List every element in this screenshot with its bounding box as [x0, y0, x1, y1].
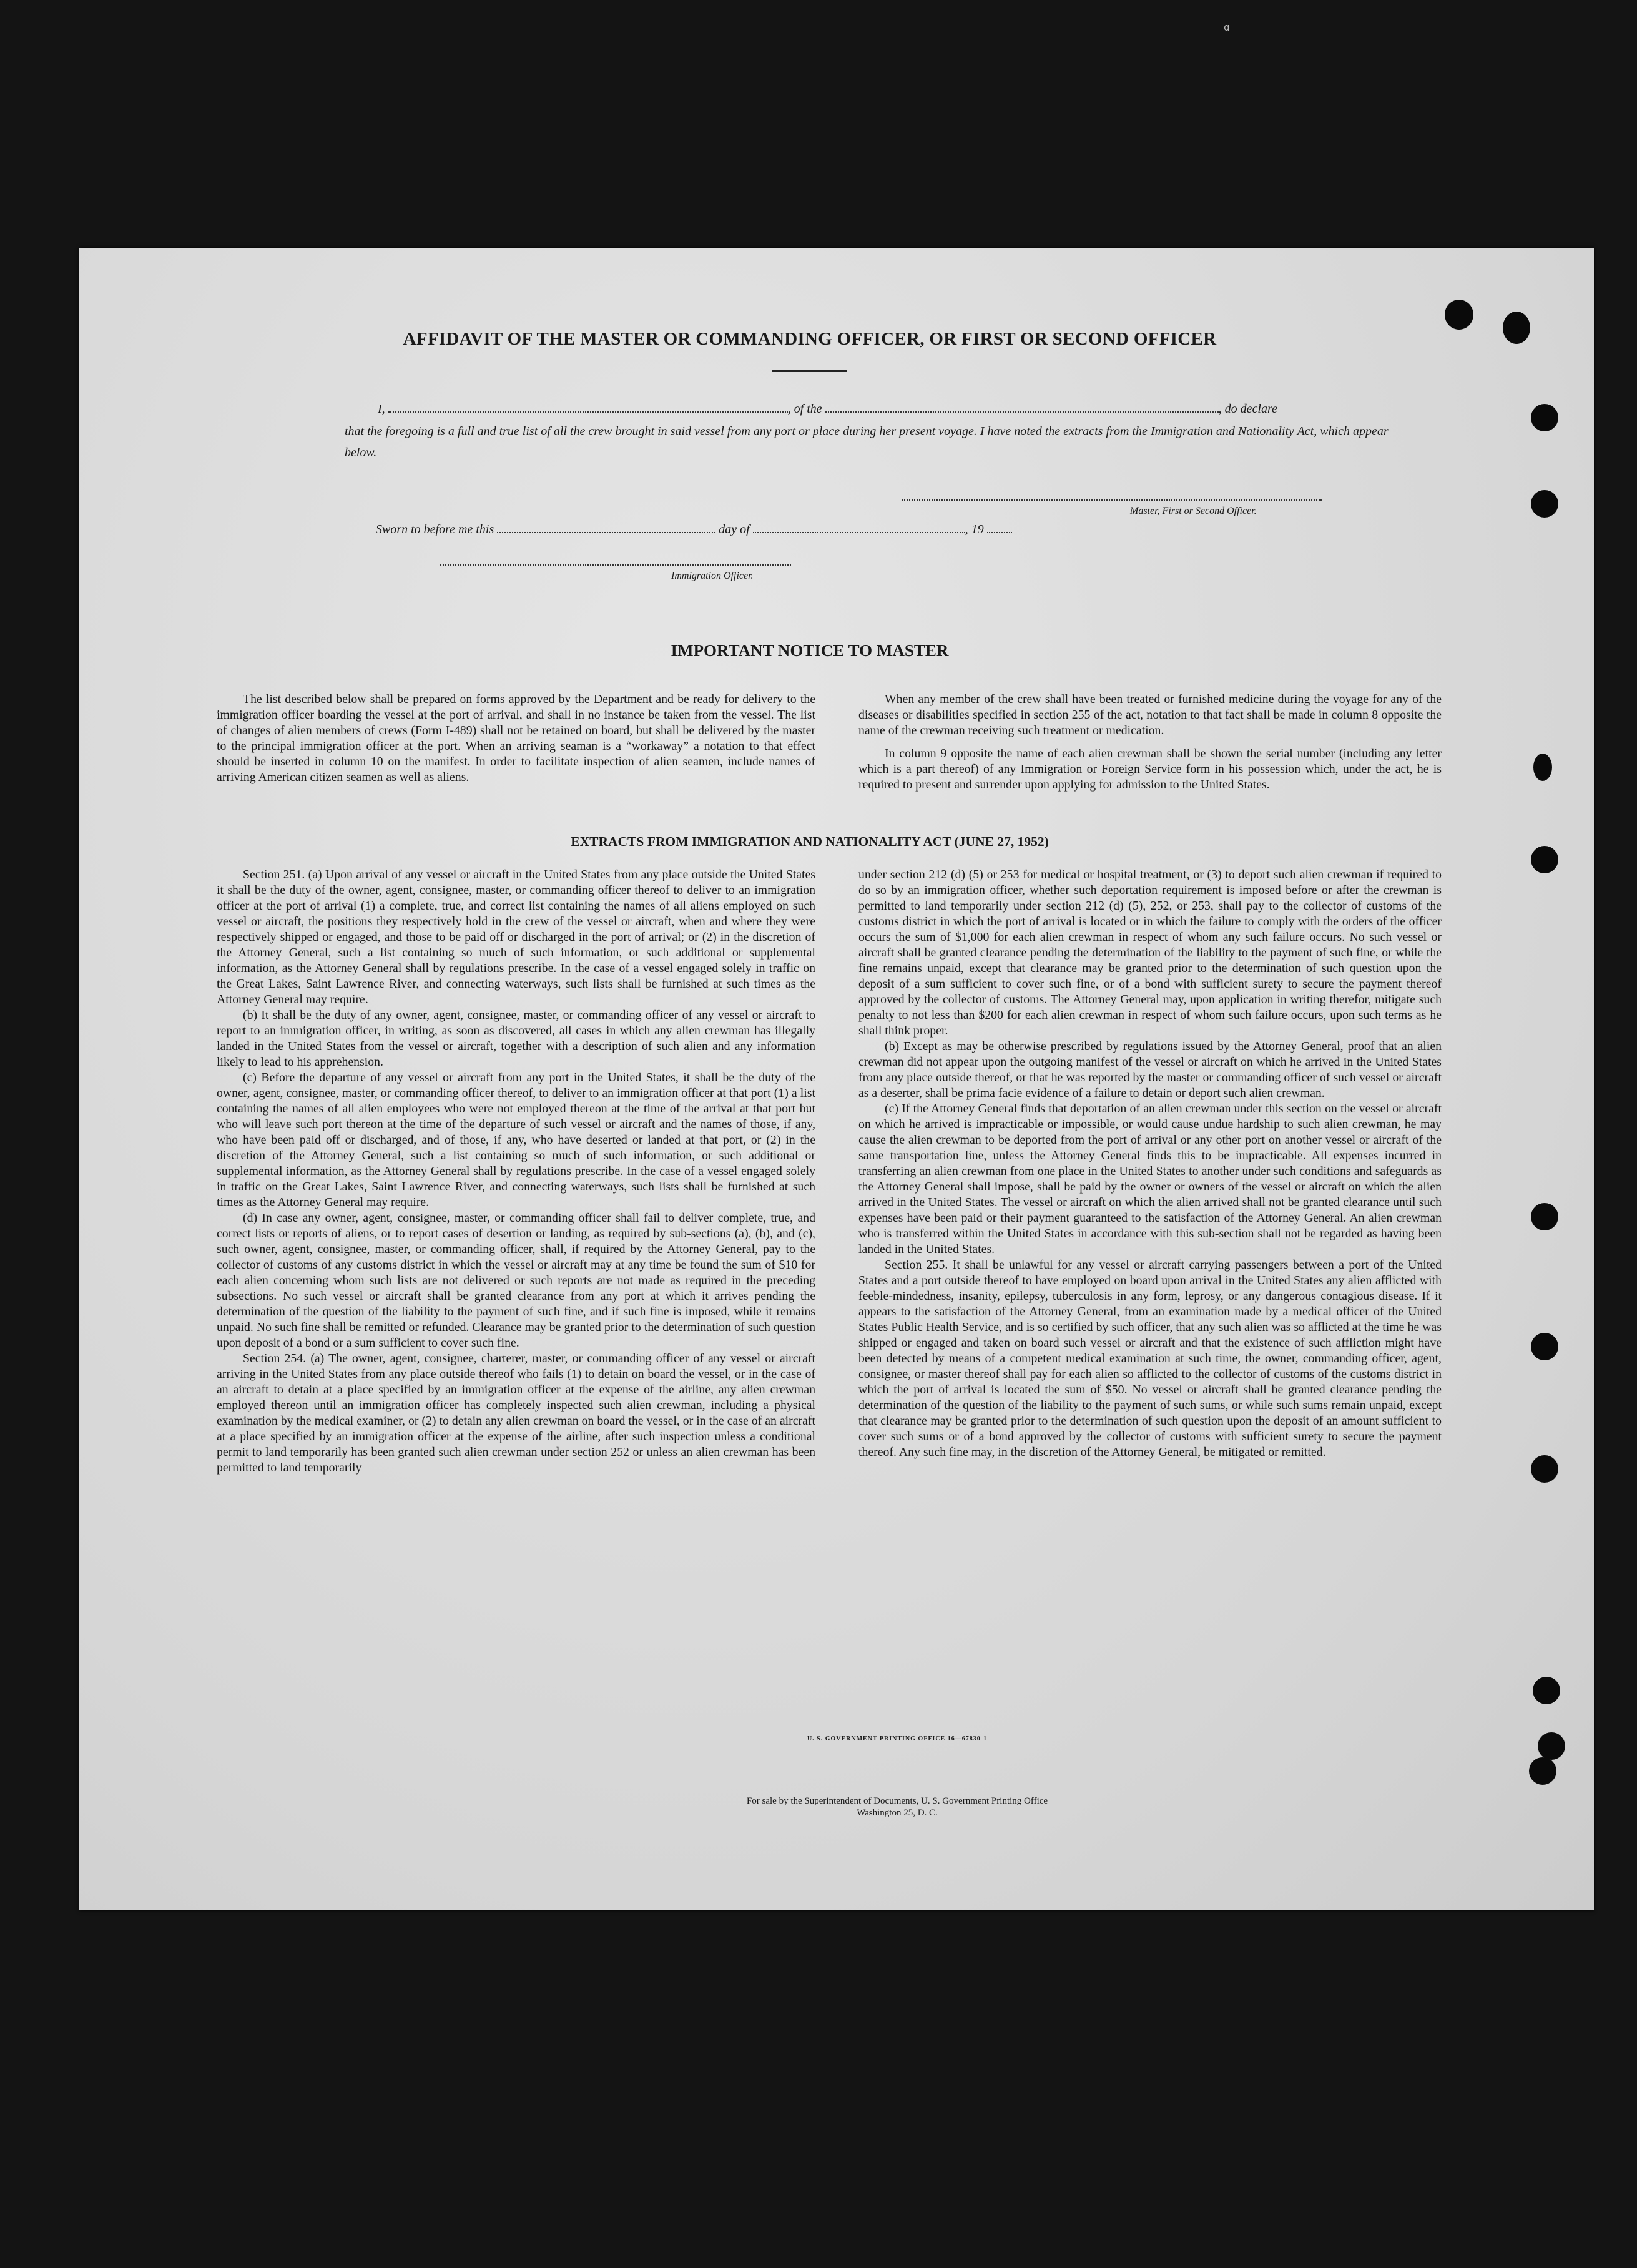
notice-title: IMPORTANT NOTICE TO MASTER: [671, 641, 949, 660]
punch-hole: [1538, 1732, 1565, 1760]
punch-hole: [1531, 1455, 1558, 1483]
punch-hole: [1533, 754, 1552, 781]
sale-line-2: Washington 25, D. C.: [857, 1808, 938, 1818]
vessel-field[interactable]: [825, 403, 1219, 413]
notice-right-column: [858, 692, 1442, 793]
form-page: [79, 248, 1594, 1910]
title-divider: [772, 370, 847, 372]
of-the-label: , of the: [787, 402, 822, 416]
extracts-title: EXTRACTS FROM IMMIGRATION AND NATIONALITY ACT (JUNE 27, 1952): [571, 834, 1049, 849]
year-label: , 19: [965, 523, 984, 536]
extract-paragraph: (c) If the Attorney General finds that deportation of an alien crewman under this section on the vessel or aircraft on which he arrived is impracticable or impossible, or would cause undue hardship to such alien crewman, he may cause the alien crewman to be deported from the port of arrival or any other port on another vessel or aircraft of the same transportation line, unless the Attorney General finds this to be impracticable. All expenses incurred in transferring an alien crewman from one place in the United States to another under such conditions and safeguards as the Attorney General shall impose, shall be paid by the owner or owners of the vessel or aircraft on which the alien arrived in the United States. The vessel or aircraft on which the alien arrived shall not be granted clearance until such expenses have been paid or their payment guaranteed to the satisfaction of the Attorney General. An alien crewman who is transferred within the United States in accordance with this sub-section shall not be regarded as having been landed in the United States.: [858, 1102, 1442, 1256]
extract-paragraph: Section 251. (a) Upon arrival of any vessel or aircraft in the United States from any place outside the United States it shall be the duty of the owner, agent, consignee, master, or commanding officer thereof to deliver to an immigration officer at the port of arrival (1) a complete, true, and correct list containing the names of all aliens employed on such vessel or aircraft, the positions they respectively hold in the crew of the vessel or aircraft, when and where they were respectively shipped or engaged, and those to be paid off or discharged in the port of arrival; or (2) in the discretion of the Attorney General, such a list containing so much of such information, or such additional or supplemental information, as the Attorney General shall by regulations prescribe. In the case of a vessel engaged solely in traffic on the Great Lakes, Saint Lawrence River, and connecting waterways, such lists shall be furnished at such times as the Attorney General may require.: [217, 868, 815, 1006]
punch-hole: [1531, 404, 1558, 431]
extract-paragraph: (b) Except as may be otherwise prescribed by regulations issued by the Attorney General, proof that an alien crewman did not appear upon the outgoing manifest of the vessel or aircraft on which he arrived in the United States from any place outside thereof, or that he was reported by the master or commanding officer of such vessel or aircraft as a deserter, shall be prima facie evidence of a failure to detain or deport such alien crewman.: [858, 1039, 1442, 1100]
notice-paragraph: In column 9 opposite the name of each alien crewman shall be shown the serial number (including any letter which is a part thereof) of any Immigration or Foreign Service form in his possession which, under the act, he is required to present and surrender upon applying for admission to the United States.: [858, 747, 1442, 792]
notice-left-column: [217, 692, 815, 785]
punch-hole: [1531, 846, 1558, 873]
sale-line-1: For sale by the Superintendent of Documents, U. S. Government Printing Office: [746, 1796, 1048, 1806]
i-label: I,: [378, 402, 385, 416]
extract-paragraph: under section 212 (d) (5) or 253 for medical or hospital treatment, or (3) to deport such alien crewman if required to do so by an immigration officer, whether such deportation requirement is imposed before or after the crewman is permitted to land temporarily under section 212 (d) (5), 252, or 253, shall pay to the collector of customs of the customs district in which the port of arrival is located or in which the failure to comply with the orders of the officer occurs the sum of $1,000 for each alien crewman in respect of whom any such failure occurs. No such vessel or aircraft shall be granted clearance pending the determination of the liability to the payment of such fine, or while the fine remains unpaid, except that clearance may be granted prior to the determination of such question upon the deposit of a sum sufficient to cover such fine, or of a bond with sufficient surety to secure the payment thereof approved by the collector of customs. The Attorney General may, upon application in writing therefor, mitigate such penalty to not less than $200 for each alien crewman in respect of whom such failure occurs, upon such terms as he shall think proper.: [858, 868, 1442, 1038]
punch-hole: [1533, 1677, 1560, 1704]
name-field[interactable]: [388, 403, 788, 413]
punch-hole: [1445, 300, 1473, 330]
printing-office-imprint: U. S. GOVERNMENT PRINTING OFFICE 16—67830-1: [807, 1735, 988, 1742]
extract-paragraph: Section 255. It shall be unlawful for any vessel or aircraft carrying passengers between a port of the United States and a port outside thereof to have employed on board upon arrival in the United States any alien afflicted with feeble-mindedness, insanity, epilepsy, tuberculosis in any form, leprosy, or any dangerous contagious disease. If it appears to the satisfaction of the Attorney General, from an examination made by a medical officer of the United States Public Health Service, and is so certified by such officer, that any such alien was so afflicted at the time he was shipped or engaged and taken on board such vessel or aircraft and that the existence of such affliction might have been detected by means of a competent medical examination at such time, the owner, commanding officer, agent, consignee, or master thereof shall pay for each alien so afflicted to the collector of customs of the customs district in which the port of arrival is located the sum of $50. No vessel or aircraft shall be granted clearance pending the determination of the question of the liability to the payment of such sums, or while such sums remain unpaid, except that clearance may be granted prior to the determination of such question upon the deposit of an amount sufficient to cover such sums or of a bond approved by the collector of customs with sufficient surety to secure the payment thereof. Any such fine may, in the discretion of the Attorney General, be mitigated or remitted.: [858, 1258, 1442, 1459]
day-of-label: day of: [719, 523, 750, 536]
do-declare-label: , do declare: [1218, 402, 1277, 416]
punch-hole: [1531, 1333, 1558, 1360]
sworn-month-field[interactable]: [753, 523, 965, 533]
declaration-line: [378, 402, 1277, 416]
punch-hole: [1529, 1757, 1556, 1785]
sworn-year-field[interactable]: [987, 523, 1012, 533]
sworn-line: [376, 523, 1012, 537]
extract-paragraph: Section 254. (a) The owner, agent, consignee, charterer, master, or commanding officer of any vessel or aircraft arriving in the United States from any place outside thereof who fails (1) to detain on board the vessel, or in the case of an aircraft to detain at a place specified by an immigration officer at the expense of the airline, any alien crewman employed thereon until an immigration officer has completely inspected such alien crewman, including a physical examination by the medical examiner, or (2) to detain any alien crewman on board the vessel, or in the case of an aircraft at a place specified by an immigration officer at the expense of the airline, after such inspection unless a conditional permit to land temporarily has been granted such alien crewman under section 252 or unless an alien crewman has been permitted to land temporarily: [217, 1352, 815, 1475]
master-label: Master, First or Second Officer.: [1130, 506, 1257, 516]
punch-hole: [1503, 312, 1530, 344]
notice-paragraph: When any member of the crew shall have been treated or furnished medicine during the voyage for any of the diseases or disabilities specified in section 255 of the act, notation to that fact shall be made in column 8 opposite the name of the crewman receiving such treatment or medication.: [858, 692, 1442, 737]
immigration-officer-signature-line[interactable]: [440, 564, 791, 566]
immigration-officer-label: Immigration Officer.: [671, 571, 754, 581]
extracts-right-column: [858, 867, 1442, 1460]
punch-hole: [1531, 1203, 1558, 1230]
extract-paragraph: (b) It shall be the duty of any owner, agent, consignee, master, or commanding officer of any vessel or aircraft to report to an immigration officer, in writing, as soon as discovered, all cases in which any alien crewman has illegally landed in the United States from the vessel or aircraft, together with a description of such alien and any information likely to lead to his apprehension.: [217, 1008, 815, 1069]
extract-paragraph: (c) Before the departure of any vessel or aircraft from any port in the United States, it shall be the duty of the owner, agent, consignee, master, or commanding officer thereof, to deliver to an immigration officer at that port (1) a list containing the names of all alien employees who were not employed thereon at the time of the arrival at that port but who will leave such port thereon at the time of the departure of such vessel or aircraft and the names of those, if any, who have been paid off or discharged, and of those, if any, who have deserted or landed at that port, or (2) in the discretion of the Attorney General, such a list containing so much of such information, or such additional or supplemental information, as the Attorney General shall by regulations prescribe. In the case of a vessel engaged solely in traffic on the Great Lakes, Saint Lawrence River, and connecting waterways, such lists shall be furnished at such times as the Attorney General may require.: [217, 1071, 815, 1209]
extract-paragraph: (d) In case any owner, agent, consignee, master, or commanding officer shall fail to deliver complete, true, and correct lists or reports of aliens, or to report cases of desertion or landing, as required by sub-sections (a), (b), and (c), such owner, agent, consignee, master, or commanding officer, shall, if required by the Attorney General, pay to the collector of customs of any customs district in which the vessel or aircraft may at any time be found the sum of $10 for each alien concerning whom such lists are not delivered or such reports are not made as required in the preceding subsections. No such vessel or aircraft shall be granted clearance from any port at which it arrives pending the determination of the question of the liability to the payment of such fine, and if such fine is imposed, while it remains unpaid. No such fine shall be remitted or refunded. Clearance may be granted prior to the determination of such question upon deposit of a bond or a sum sufficient to cover such fine.: [217, 1211, 815, 1350]
sale-notice: [591, 1795, 1203, 1819]
affidavit-title: AFFIDAVIT OF THE MASTER OR COMMANDING OFFICER, OR FIRST OR SECOND OFFICER: [403, 329, 1217, 349]
punch-hole: [1531, 490, 1558, 518]
page-number: ɑ: [1224, 21, 1230, 33]
master-signature-line[interactable]: [902, 499, 1322, 501]
sworn-label: Sworn to before me this: [376, 523, 494, 536]
notice-paragraph: The list described below shall be prepared on forms approved by the Department and be ready for delivery to the immigration officer boarding the vessel at the port of arrival, and shall in no instance be taken from the vessel. The list of changes of alien members of crews (Form I-489) shall not be retained on board, but shall be delivered by the master to the principal immigration officer at the port. When an arriving seaman is a “workaway” a notation to that effect should be inserted in column 10 on the manifest. In order to facilitate inspection of alien seamen, include names of arriving American citizen seamen as well as aliens.: [217, 692, 815, 784]
affidavit-statement: that the foregoing is a full and true list of all the crew brought in said vessel from any port or place during her present voyage. I have noted the extracts from the Immigration and Nationality Act, which appear below.: [345, 425, 1389, 459]
extracts-left-column: [217, 867, 815, 1476]
sworn-day-field[interactable]: [497, 523, 715, 533]
